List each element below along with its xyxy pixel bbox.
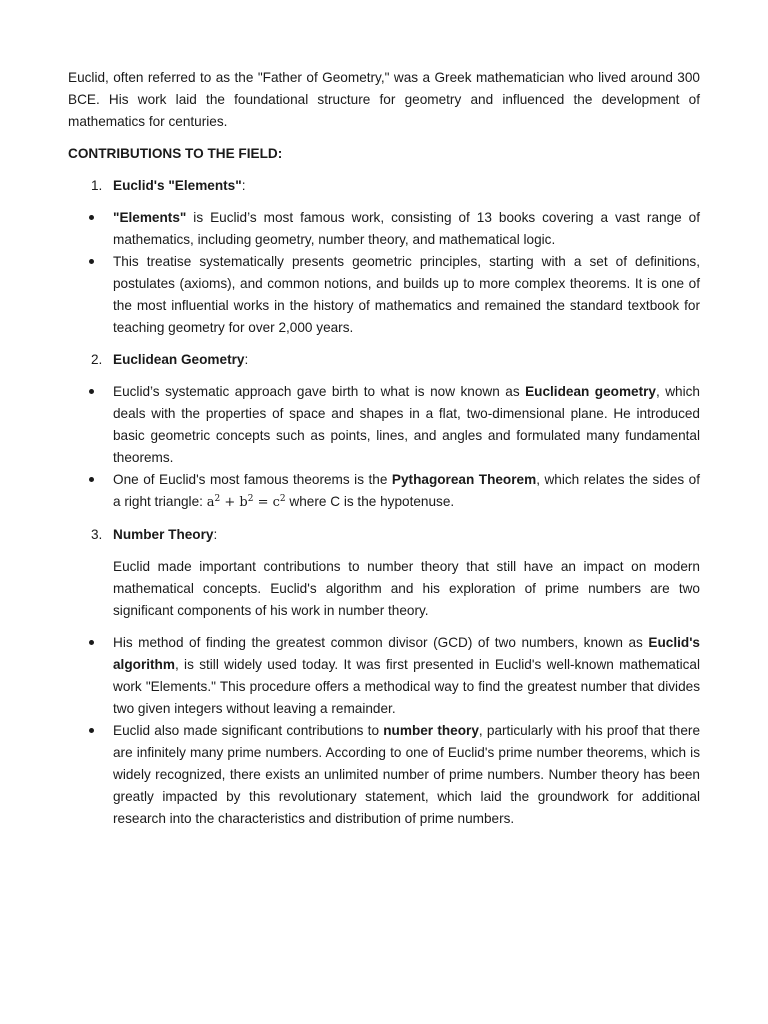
formula-equals: = xyxy=(257,495,269,510)
section-euclidean-geometry xyxy=(68,349,700,371)
bold-term: Pythagorean Theorem xyxy=(391,472,537,487)
intro-paragraph: Euclid, often referred to as the "Father of Geometry," was a Greek mathematician who lived around 300 BCE. His work laid the foundational structure for geometry and influenced the development of mathematics for centuries. xyxy=(68,70,700,129)
bullet-text: , is still widely used today. It was first presented in Euclid's well-known mathematical work "Elements." This procedure offers a methodical way to find the greatest number that divides two given integers without leaving a remainder. xyxy=(113,657,700,716)
section-title: 3. Number Theory: xyxy=(113,524,700,546)
bullet-text: is Euclid’s most famous work, consisting of 13 books covering a vast range of mathematics, including geometry, number theory, and mathematical logic. xyxy=(113,210,700,247)
bullet-text: , which deals with the properties of space and shapes in a flat, two-dimensional plane. He introduced basic geometric concepts such as points, lines, and angles and formulated many fundamental theorems. xyxy=(113,384,700,465)
list-item xyxy=(68,381,700,469)
section-number-theory xyxy=(68,524,700,622)
list-item xyxy=(68,251,700,339)
list-item xyxy=(68,207,700,251)
section-title-text: Euclid's "Elements" xyxy=(113,178,242,193)
section-title-text: Number Theory xyxy=(113,527,214,542)
formula-plus: + xyxy=(224,495,236,510)
section-number: 3. xyxy=(91,527,103,542)
bullet-icon xyxy=(89,259,94,264)
bullet-text: One of Euclid's most famous theorems is the xyxy=(113,472,392,487)
section-title: 1. Euclid's "Elements": xyxy=(113,175,700,197)
section-title-text: Euclidean Geometry xyxy=(113,352,245,367)
bullet-icon xyxy=(89,389,94,394)
bullet-text: This treatise systematically presents geometric principles, starting with a set of definitions, postulates (axioms), and common notions, and builds up to more complex theorems. It is one of the most influential works in the history of mathematics and remained the standard textbook for teaching geometry for over 2,000 years. xyxy=(113,254,700,335)
bullet-icon xyxy=(89,477,94,482)
formula-var-b: b xyxy=(239,495,248,510)
formula-var-c: c xyxy=(272,495,280,510)
formula-exponent: 2 xyxy=(247,494,254,504)
bullet-icon xyxy=(89,215,94,220)
list-item xyxy=(68,720,700,830)
bullet-text: His method of finding the greatest common divisor (GCD) of two numbers, known as xyxy=(113,635,649,650)
pythagorean-formula xyxy=(207,495,286,510)
section-number: 1. xyxy=(91,178,103,193)
bullet-text: where C is the hypotenuse. xyxy=(285,494,455,509)
formula-exponent: 2 xyxy=(279,494,286,504)
bullet-list xyxy=(68,207,700,339)
bullet-icon xyxy=(89,640,94,645)
document-page xyxy=(68,67,700,840)
list-item xyxy=(68,632,700,720)
bullet-list xyxy=(68,381,700,514)
bullet-text: , particularly with his proof that there are infinitely many prime numbers. According to one of Euclid's prime number theorems, which is widely recognized, there exists an unlimited number of prime numbers. Number theory has been greatly impacted by this revolutionary statement, which laid the groundwork for additional research into the characteristics and distribution of prime numbers. xyxy=(113,723,701,826)
bold-term: "Elements" xyxy=(113,210,187,225)
section-elements xyxy=(68,175,700,197)
bold-term: Euclidean geometry xyxy=(525,384,656,399)
section-number: 2. xyxy=(91,352,103,367)
section-title: 2. Euclidean Geometry: xyxy=(113,349,700,371)
bullet-text: Euclid’s systematic approach gave birth to what is now known as xyxy=(113,384,526,399)
bullet-list xyxy=(68,632,700,830)
contributions-heading: CONTRIBUTIONS TO THE FIELD: xyxy=(68,146,283,161)
formula-var-a: a xyxy=(206,495,215,510)
bullet-text: Euclid also made significant contributions to xyxy=(113,723,384,738)
bold-term: Euclid's algorithm xyxy=(113,635,700,672)
list-item xyxy=(68,469,700,514)
bullet-icon xyxy=(89,728,94,733)
section-paragraph: Euclid made important contributions to number theory that still have an impact on modern mathematical concepts. Euclid's algorithm and his exploration of prime numbers are two significant components of his work in number theory. xyxy=(113,559,700,618)
formula-exponent: 2 xyxy=(214,494,221,504)
bullet-text: , which relates the sides of a right triangle: xyxy=(113,472,701,509)
bold-term: number theory xyxy=(383,723,479,738)
